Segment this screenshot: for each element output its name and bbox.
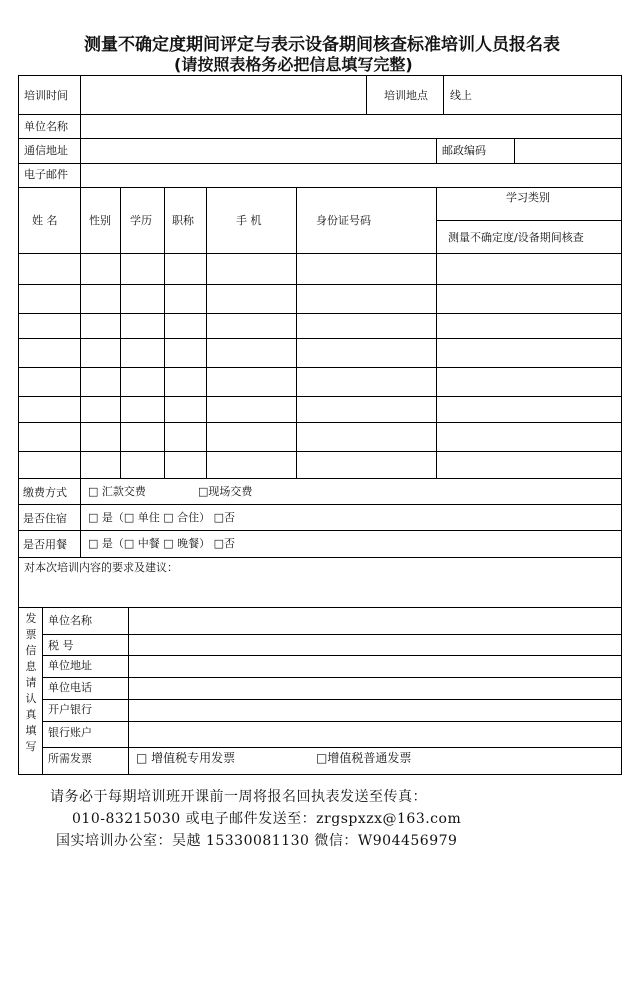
vat-special-checkbox[interactable]: □ 增值税专用发票 — [136, 751, 236, 765]
id-number-column-header: 身份证号码 — [316, 214, 371, 227]
row-line — [42, 699, 622, 700]
footer-line-1: 请务必于每期培训班开课前一周将报名回执表发送至传真： — [50, 789, 427, 805]
training-time-label: 培训时间 — [24, 89, 68, 102]
row-line — [42, 721, 622, 722]
registration-form — [18, 75, 622, 775]
training-location-label: 培训地点 — [384, 89, 428, 102]
row-line — [18, 530, 622, 531]
row-line — [18, 504, 622, 505]
title-column-header: 职称 — [172, 214, 194, 227]
row-line — [42, 634, 622, 635]
footer-line-3: 国实培训办公室：吴越 15330081130 微信：W904456979 — [56, 833, 458, 849]
suggestions-label: 对本次培训内容的要求及建议： — [24, 561, 178, 574]
col-line — [42, 607, 43, 775]
table-border-bottom — [18, 774, 622, 775]
postal-code-field[interactable] — [516, 140, 618, 160]
suggestions-field[interactable] — [19, 575, 621, 606]
payment-remit-checkbox[interactable]: □ 汇款交费 — [88, 485, 146, 498]
meal-label: 是否用餐 — [23, 538, 67, 551]
participant-row[interactable] — [19, 368, 621, 396]
invoice-side-label: 发票信息请认真填写 — [25, 612, 37, 753]
invoice-tax-number-label: 税 号 — [48, 639, 74, 652]
col-line — [80, 478, 81, 557]
vat-general-checkbox[interactable]: □增值税普通发票 — [316, 751, 412, 765]
row-line — [18, 557, 622, 558]
row-line — [18, 187, 622, 188]
email-field[interactable] — [82, 165, 618, 185]
study-option-header: 测量不确定度/设备期间核查 — [448, 231, 584, 244]
invoice-unit-address-label: 单位地址 — [48, 659, 92, 672]
invoice-unit-name-label: 单位名称 — [48, 614, 92, 627]
meal-options[interactable]: □ 是（□ 中餐 □ 晚餐） □否 — [88, 537, 236, 550]
postal-code-label: 邮政编码 — [442, 144, 486, 157]
invoice-unit-phone-label: 单位电话 — [48, 681, 92, 694]
participant-row[interactable] — [19, 285, 621, 313]
table-border-top — [18, 75, 622, 76]
participant-row[interactable] — [19, 254, 621, 284]
row-line — [18, 607, 622, 608]
page-title: 测量不确定度期间评定与表示设备期间核查标准培训人员报名表 — [84, 35, 560, 55]
address-label: 通信地址 — [24, 144, 68, 157]
lodging-label: 是否住宿 — [23, 512, 67, 525]
phone-column-header: 手 机 — [236, 214, 262, 227]
study-category-header: 学习类别 — [506, 191, 550, 204]
row-line — [18, 138, 622, 139]
education-column-header: 学历 — [130, 214, 152, 227]
invoice-type-label: 所需发票 — [48, 752, 92, 765]
unit-name-field[interactable] — [82, 116, 618, 136]
row-line — [436, 220, 622, 221]
row-line — [18, 114, 622, 115]
invoice-bank-label: 开户银行 — [48, 703, 92, 716]
training-location-value[interactable]: 线上 — [450, 89, 472, 102]
gender-column-header: 性别 — [89, 214, 111, 227]
lodging-options[interactable]: □ 是（□ 单住 □ 合住） □否 — [88, 511, 236, 524]
table-border-right — [621, 75, 622, 775]
invoice-account-label: 银行账户 — [48, 726, 92, 739]
unit-name-label: 单位名称 — [24, 120, 68, 133]
row-line — [42, 677, 622, 678]
address-field[interactable] — [82, 140, 434, 160]
payment-label: 缴费方式 — [23, 486, 67, 499]
participant-row[interactable] — [19, 314, 621, 338]
col-line — [128, 607, 129, 775]
row-line — [18, 163, 622, 164]
email-label: 电子邮件 — [24, 168, 68, 181]
footer-line-2: 010-83215030 或电子邮件发送至：zrgspxzx@163.com — [72, 811, 462, 827]
col-line — [366, 75, 367, 114]
col-line — [436, 138, 437, 163]
participant-row[interactable] — [19, 452, 621, 478]
participant-row[interactable] — [19, 423, 621, 451]
row-line — [42, 655, 622, 656]
col-line — [514, 138, 515, 163]
col-line — [443, 75, 444, 114]
participant-row[interactable] — [19, 397, 621, 422]
row-line — [18, 478, 622, 479]
name-column-header: 姓 名 — [32, 214, 58, 227]
page-subtitle: (请按照表格务必把信息填写完整) — [174, 55, 413, 74]
payment-onsite-checkbox[interactable]: □现场交费 — [198, 485, 253, 498]
col-line — [80, 75, 81, 187]
training-time-field[interactable] — [82, 77, 364, 112]
row-line — [42, 747, 622, 748]
participant-row[interactable] — [19, 339, 621, 367]
